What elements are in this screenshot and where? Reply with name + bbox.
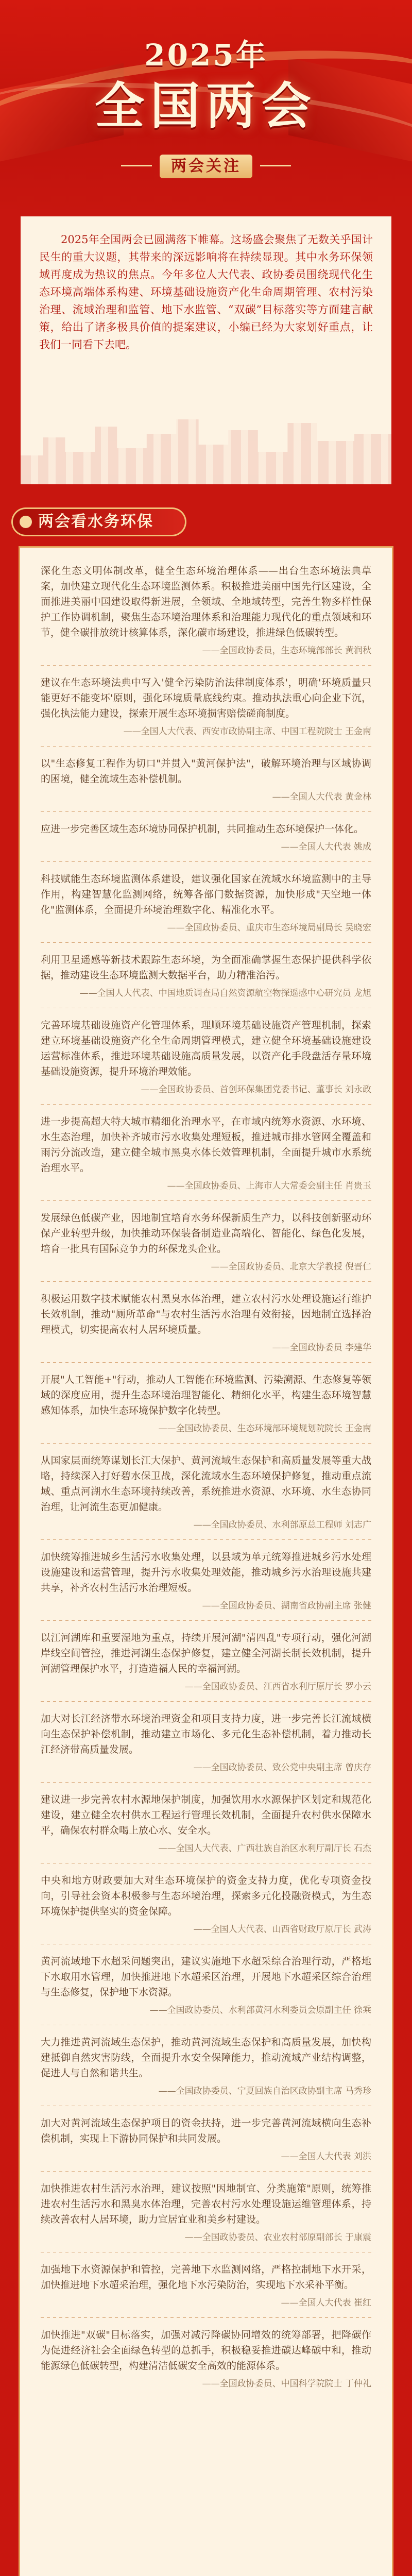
quote-source: ——全国政协委员 李建华 — [272, 1343, 371, 1353]
quote-text: 加大对黄河流域生态保护项目的资金扶持，进一步完善黄河流域横向生态补偿机制，实现上下游协同保护和共同发展。 — [41, 2117, 371, 2144]
quote-source: ——全国政协委员，生态环境部部长 黄润秋 — [202, 646, 371, 656]
quote-text: 进一步提高超大特大城市精细化治理水平，在市域内统筹水资源、水环境、水生态治理，加快补齐城市污水收集处理短板，推进城市排水管网全覆盖和雨污分流改造，建立健全城市黑臭水体长效管理机制，全面提升城市水系统治理水平。 — [41, 1116, 371, 1174]
quote-item — [41, 1291, 371, 1355]
divider — [41, 1362, 371, 1363]
quote-item — [41, 1711, 371, 1775]
section-title: 两会看水务环保 — [38, 513, 153, 531]
divider — [41, 746, 371, 747]
quote-source: ——全国人大代表 崔红 — [281, 2298, 371, 2308]
divider — [41, 2317, 371, 2318]
quote-source: ——全国政协委员、重庆市生态环境局副局长 吴晓宏 — [167, 923, 371, 933]
quote-text: 大力推进黄河流域生态保护，推动黄河流域生态保护和高质量发展，加快构建抵御自然灾害防线，全面提升水安全保障能力，推动流域产业结构调整，促进人与自然和谐共生。 — [41, 2037, 371, 2079]
quote-source: ——全国政协委员、致公党中央副主席 曾庆存 — [193, 1762, 371, 1773]
quote-item — [41, 675, 371, 739]
quote-item — [41, 1549, 371, 1613]
quote-item — [41, 1372, 371, 1436]
quote-text: 加大对长江经济带水环境治理资金和项目支持力度，进一步完善长江流域横向生态保护补偿机制，推动建立市场化、多元化生态补偿机制，着力推动长江经济带高质量发展。 — [41, 1713, 371, 1755]
divider — [41, 811, 371, 812]
quote-source: ——全国政协委员、江西省水利厅原厅长 罗小云 — [184, 1682, 371, 1692]
divider — [41, 1539, 371, 1540]
quote-item — [41, 1018, 371, 1097]
quote-text: 中央和地方财政要加大对生态环境保护的资金支持力度，优化专项资金投向，引导社会资本积极参与生态环境治理，探索多元化投融资模式，为生态环境保护提供坚实的资金保障。 — [41, 1875, 371, 1917]
quote-item — [41, 2181, 371, 2245]
quote-source: ——全国政协委员、水利部黄河水利委员会原副主任 徐乘 — [149, 2005, 371, 2015]
main-title: 全国两会 — [95, 77, 317, 135]
quote-source: ——全国政协委员、北京大学教授 倪晋仁 — [211, 1262, 371, 1272]
page-header — [0, 0, 412, 216]
quote-item — [41, 2327, 371, 2391]
quote-text: 开展"人工智能+"行动，推动人工智能在环境监测、污染溯源、生态修复等领域的深度应用，提升生态环境治理智能化、精细化水平，构建生态环境智慧感知体系，加快生态环境保护数字化转型。 — [41, 1374, 371, 1416]
quote-item — [41, 1630, 371, 1694]
quote-item — [41, 2262, 371, 2310]
divider — [41, 1701, 371, 1702]
quote-source: ——全国人大代表、西安市政协副主席、中国工程院院士 王金南 — [123, 726, 371, 737]
quote-source: ——全国人大代表、中国地质调查局自然资源航空物探遥感中心研究员 龙旭 — [79, 988, 371, 998]
quote-source: ——全国人大代表、广西壮族自治区水利厅副厅长 石杰 — [158, 1843, 371, 1854]
quote-item — [41, 871, 371, 935]
quote-source: ——全国人大代表 刘洪 — [281, 2151, 371, 2162]
quote-text: 加快推进"双碳"目标落实，加强对减污降碳协同增效的统筹部署，把降碳作为促进经济社会全面绿色转型的总抓手，积极稳妥推进碳达峰碳中和，推动能源绿色低碳转型，构建清洁低碳安全高效的能源体系。 — [41, 2329, 371, 2371]
divider — [41, 1281, 371, 1282]
quote-item — [41, 2115, 371, 2164]
quotes-list — [19, 546, 393, 2576]
quote-text: 从国家层面统筹谋划长江大保护、黄河流域生态保护和高质量发展等重大战略，持续深入打好碧水保卫战，深化流域水生态环境保护修复，推动重点流域、重点河湖水生态环境持续改善，系统推进水资源、水环境、水生态协同治理，让河流生态更加健康。 — [41, 1455, 371, 1513]
quote-item — [41, 563, 371, 658]
quote-text: 加快推进农村生活污水治理，建议按照"因地制宜、分类施策"原则，统筹推进农村生活污水和黑臭水体治理，完善农村污水处理设施运维管理体系，持续改善农村人居环境，助力宜居宜业和美乡村建设。 — [41, 2183, 371, 2225]
divider — [41, 1620, 371, 1621]
quote-source: ——全国政协委员、水利部原总工程师 刘志广 — [193, 1520, 371, 1530]
quote-source: ——全国人大代表 姚成 — [281, 842, 371, 852]
quote-item — [41, 1210, 371, 1274]
quote-item — [41, 756, 371, 804]
quote-text: 建议在生态环境法典中写入'健全污染防治法律制度体系'，明确'环境质量只能更好不能变坏'原则，强化环境质量底线约束。推动执法重心向企业下沉，强化执法能力建设，探索开展生态环境损害赔偿磋商制度。 — [41, 677, 371, 719]
section-tag: 两会关注 — [160, 155, 252, 178]
year-title: 2025年 — [144, 38, 268, 73]
quote-item — [41, 952, 371, 1001]
quote-source: ——全国政协委员、中国科学院院士 丁仲礼 — [202, 2379, 371, 2389]
quote-text: 建议进一步完善农村水源地保护制度，加强饮用水水源保护区划定和规范化建设，建立健全农村供水工程运行管理长效机制，全面提升农村供水保障水平，确保农村群众喝上放心水、安全水。 — [41, 1794, 371, 1836]
quote-text: 应进一步完善区域生态环境协同保护机制，共同推动生态环境保护一体化。 — [41, 823, 364, 835]
quote-item — [41, 1954, 371, 2018]
quote-item — [41, 821, 371, 854]
quote-item — [41, 2035, 371, 2098]
quote-item — [41, 1453, 371, 1532]
bullet-icon — [20, 516, 32, 528]
intro-text: 2025年全国两会已圆满落下帷幕。这场盛会聚焦了无数关乎国计民生的重大议题，其带来的深远影响将在持续显现。其中水务环保领域再度成为热议的焦点。今年多位人大代表、政协委员围绕现代化生态环境高端体系构建、环境基础设施资产化生命周期管理、农村污染治理、流域治理和监管、地下水监管、“双碳”目标落实等方面建言献策，给出了诸多极具价值的提案建议，小编已经为大家划好重点，让我们一同看下去吧。 — [39, 233, 373, 351]
quote-text: 利用卫星遥感等新技术跟踪生态环境，为全面准确掌握生态保护提供科学依据，推动建设生态环境监测大数据平台，助力精准治污。 — [41, 954, 371, 981]
quote-text: 科技赋能生态环境监测体系建设，建议强化国家在流域水环境监测中的主导作用，构建智慧化监测网络，统筹各部门数据资源，加快形成"天空地一体化"监测体系，全面提升环境治理数字化、精准化水平。 — [41, 873, 371, 916]
divider — [41, 1200, 371, 1201]
quote-text: 加强地下水资源保护和管控，完善地下水监测网络，严格控制地下水开采，加快推进地下水超采治理，强化地下水污染防治，实现地下水采补平衡。 — [41, 2264, 371, 2291]
quote-text: 深化生态文明体制改革，健全生态环境治理体系——出台生态环境法典草案，加快建立现代化生态环境监测体系。积极推进美丽中国先行区建设，全面推进美丽中国建设取得新进展，全领域、全地域转型，完善生物多样性保护工作协调机制，聚焦生态环境治理体系和治理能力现代化的重点领域和环节，健全碳排放统计核算体系，深化碳市场建设，推进绿色低碳转型。 — [41, 565, 371, 638]
quote-text: 以"生态修复工程作为切口"并贯入"黄河保护法"，破解环境治理与区域协调的困境，健全流域生态补偿机制。 — [41, 758, 371, 785]
quote-item — [41, 1792, 371, 1856]
quote-text: 以江河湖库和重要湿地为重点，持续开展河湖"清四乱"专项行动，强化河湖岸线空间管控，推进河湖生态保护修复，建立健全河湖长制长效机制，提升河湖管理保护水平，打造造福人民的幸福河湖。 — [41, 1632, 371, 1674]
quote-text: 发展绿色低碳产业，因地制宜培育水务环保新质生产力，以科技创新驱动环保产业转型升级，加快推动环保装备制造业高端化、智能化、绿色化发展，培育一批具有国际竞争力的环保龙头企业。 — [41, 1212, 371, 1255]
divider — [41, 942, 371, 943]
divider — [41, 1782, 371, 1783]
quote-text: 积极运用数字技术赋能农村黑臭水体治理，建立农村污水处理设施运行维护长效机制，推动"厕所革命"与农村生活污水治理有效衔接，因地制宜选择治理模式，切实提高农村人居环境质量。 — [41, 1293, 371, 1335]
quote-source: ——全国政协委员、首创环保集团党委书记、董事长 刘永政 — [141, 1084, 371, 1095]
quote-source: ——全国政协委员、生态环境部环境规划院院长 王金南 — [158, 1423, 371, 1434]
divider — [41, 2171, 371, 2172]
quote-item — [41, 1873, 371, 1937]
divider — [41, 861, 371, 862]
divider — [41, 1104, 371, 1105]
quote-source: ——全国政协委员、农业农村部原副部长 于康震 — [184, 2232, 371, 2243]
quote-source: ——全国政协委员、上海市人大常委会副主任 肖贵玉 — [167, 1181, 371, 1191]
intro-card — [21, 216, 391, 484]
quote-text: 完善环境基础设施资产化管理体系，理顺环境基础设施资产管理机制，探索建立环境基础设施资产化全生命周期管理模式，建立健全环境基础设施建设运营标准体系，推进环境基础设施高质量发展，以资产化手段盘活存量环境基础设施资源，提升环境治理效能。 — [41, 1020, 371, 1077]
city-skyline-illustration — [21, 412, 391, 484]
quote-source: ——全国政协委员、湖南省政协副主席 张健 — [202, 1601, 371, 1611]
divider — [41, 1443, 371, 1444]
quote-source: ——全国人大代表、山西省财政厅原厅长 武涛 — [193, 1924, 371, 1935]
quote-source: ——全国政协委员、宁夏回族自治区政协副主席 马秀珍 — [158, 2086, 371, 2096]
quote-item — [41, 1114, 371, 1193]
quote-text: 加快统筹推进城乡生活污水收集处理，以县域为单元统筹推进城乡污水处理设施建设和运营管理，提升污水收集处理效能，推动城乡污水治理设施共建共享，补齐农村生活污水治理短板。 — [41, 1551, 371, 1594]
quote-text: 黄河流域地下水超采问题突出，建议实施地下水超采综合治理行动，严格地下水取用水管理，加快推进地下水超采区治理，开展地下水超采区综合治理与生态修复，保护地下水资源。 — [41, 1956, 371, 1998]
section-heading — [11, 507, 186, 536]
quote-source: ——全国人大代表 黄金林 — [272, 792, 371, 802]
divider — [41, 665, 371, 666]
